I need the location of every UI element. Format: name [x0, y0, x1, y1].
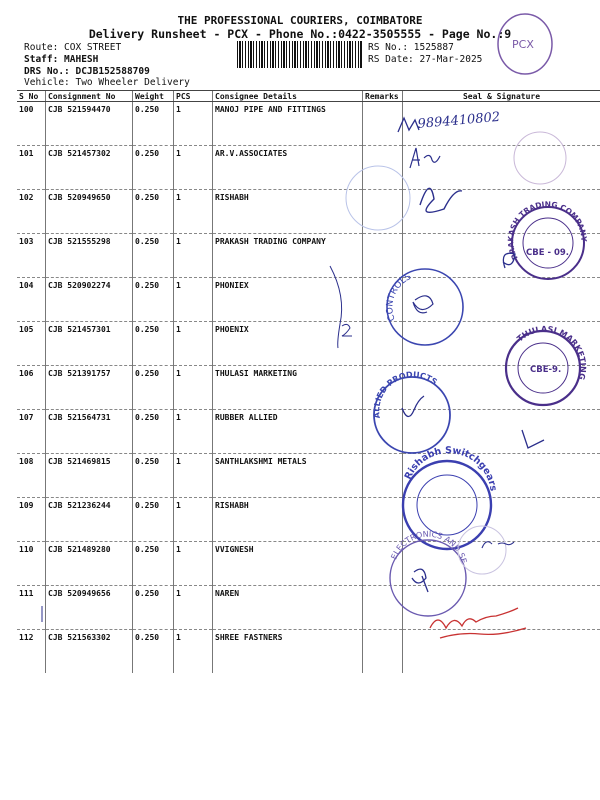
row-seal [403, 322, 600, 366]
row-sno: 106 [17, 366, 46, 410]
route-label: Route: COX STREET [24, 42, 122, 53]
pcx-stamp-text: PCX [512, 38, 534, 51]
row-remarks [363, 146, 403, 190]
table-row [17, 146, 600, 190]
row-pcs: 1 [174, 146, 213, 190]
row-pcs: 1 [174, 542, 213, 586]
row-pcs: 1 [174, 498, 213, 542]
table-row [17, 630, 600, 674]
row-consignment: CJB 521594470 [46, 102, 133, 146]
row-weight: 0.250 [133, 498, 174, 542]
rs-number: RS No.: 1525887 [368, 42, 454, 53]
row-weight: 0.250 [133, 146, 174, 190]
row-weight: 0.250 [133, 234, 174, 278]
row-consignee: RISHABH [213, 190, 363, 234]
table-row [17, 234, 600, 278]
vehicle-label: Vehicle: Two Wheeler Delivery [24, 77, 190, 88]
row-weight: 0.250 [133, 630, 174, 674]
table-row [17, 410, 600, 454]
row-weight: 0.250 [133, 410, 174, 454]
row-consignment: CJB 521489280 [46, 542, 133, 586]
row-weight: 0.250 [133, 586, 174, 630]
row-consignee: MANOJ PIPE AND FITTINGS [213, 102, 363, 146]
row-remarks [363, 586, 403, 630]
table-row [17, 586, 600, 630]
row-sno: 108 [17, 454, 46, 498]
header-weight: Weight [133, 91, 174, 102]
thulasi-stamp-code: CBE-9. [530, 365, 562, 375]
row-consignment: CJB 521563302 [46, 630, 133, 674]
row-sno: 110 [17, 542, 46, 586]
header-seal: Seal & Signature [403, 91, 600, 102]
row-seal [403, 146, 600, 190]
row-pcs: 1 [174, 454, 213, 498]
row-sno: 109 [17, 498, 46, 542]
row-pcs: 1 [174, 366, 213, 410]
row-weight: 0.250 [133, 542, 174, 586]
row-remarks [363, 102, 403, 146]
row-sno: 111 [17, 586, 46, 630]
row-seal [403, 366, 600, 410]
controls-stamp-text: CONTROLS [385, 271, 413, 323]
row-consignee: VVIGNESH [213, 542, 363, 586]
row-consignee: NAREN [213, 586, 363, 630]
row-seal [403, 542, 600, 586]
row-consignee: THULASI MARKETING [213, 366, 363, 410]
table-row [17, 454, 600, 498]
table-row [17, 278, 600, 322]
header-consignment: Consignment No [46, 91, 133, 102]
row-remarks [363, 454, 403, 498]
row-weight: 0.250 [133, 322, 174, 366]
row-consignee: PHOENIX [213, 322, 363, 366]
row-pcs: 1 [174, 586, 213, 630]
row-seal [403, 234, 600, 278]
row-seal [403, 586, 600, 630]
row-consignee: SHREE FASTNERS [213, 630, 363, 674]
row-consignee: PHONIEX [213, 278, 363, 322]
row-seal [403, 190, 600, 234]
row-remarks [363, 410, 403, 454]
row-remarks [363, 322, 403, 366]
row-pcs: 1 [174, 234, 213, 278]
row-consignee: RISHABH [213, 498, 363, 542]
row-remarks [363, 234, 403, 278]
row-pcs: 1 [174, 190, 213, 234]
row-consignment: CJB 520949650 [46, 190, 133, 234]
header-pcs: PCS [174, 91, 213, 102]
row-pcs: 1 [174, 630, 213, 674]
table-row [17, 366, 600, 410]
row-weight: 0.250 [133, 190, 174, 234]
row-consignment: CJB 520902274 [46, 278, 133, 322]
row-consignee: PRAKASH TRADING COMPANY [213, 234, 363, 278]
row-sno: 101 [17, 146, 46, 190]
row-weight: 0.250 [133, 102, 174, 146]
row-sno: 107 [17, 410, 46, 454]
drs-number: DRS No.: DCJB152588709 [24, 66, 150, 77]
row-remarks [363, 278, 403, 322]
row-weight: 0.250 [133, 366, 174, 410]
row-sno: 102 [17, 190, 46, 234]
row-consignee: SANTHLAKSHMI METALS [213, 454, 363, 498]
company-title: THE PROFESSIONAL COURIERS, COIMBATORE [177, 14, 423, 27]
row-seal [403, 630, 600, 674]
table-row [17, 542, 600, 586]
row-consignment: CJB 521555298 [46, 234, 133, 278]
handwritten-phone: 9894410802 [417, 109, 501, 132]
row-consignment: CJB 521457301 [46, 322, 133, 366]
row-remarks [363, 498, 403, 542]
row-consignee: RUBBER ALLIED [213, 410, 363, 454]
table-row [17, 102, 600, 146]
row-sno: 104 [17, 278, 46, 322]
thulasi-stamp-text: THULASI MARKETING [515, 324, 588, 381]
row-consignment: CJB 521469815 [46, 454, 133, 498]
row-consignment: CJB 521236244 [46, 498, 133, 542]
row-seal [403, 498, 600, 542]
table-row [17, 322, 600, 366]
table-header-row [17, 91, 600, 102]
row-consignee: AR.V.ASSOCIATES [213, 146, 363, 190]
rs-date: RS Date: 27-Mar-2025 [368, 54, 483, 65]
row-seal [403, 454, 600, 498]
prakash-stamp-code: CBE - 09. [526, 248, 570, 258]
runsheet-subtitle: Delivery Runsheet - PCX - Phone No.:0422-3505555 - Page No.:9 [88, 27, 512, 41]
row-consignment: CJB 520949656 [46, 586, 133, 630]
row-weight: 0.250 [133, 454, 174, 498]
row-seal [403, 102, 600, 146]
row-pcs: 1 [174, 102, 213, 146]
row-pcs: 1 [174, 278, 213, 322]
header-details: Consignee Details [213, 91, 363, 102]
electronics-stamp-text: ELECTRONICS AND SE [389, 529, 469, 565]
row-remarks [363, 190, 403, 234]
allied-stamp-text: ALLIED PRODUCTS [372, 370, 439, 419]
table-row [17, 190, 600, 234]
header-sno: S No [17, 91, 46, 102]
row-sno: 103 [17, 234, 46, 278]
row-weight: 0.250 [133, 278, 174, 322]
row-remarks [363, 630, 403, 674]
prakash-stamp-text: PRAKASH TRADING COMPANY [506, 199, 589, 262]
row-seal [403, 278, 600, 322]
row-sno: 100 [19, 105, 34, 114]
row-remarks [363, 366, 403, 410]
row-pcs: 1 [174, 322, 213, 366]
row-consignment: CJB 521564731 [46, 410, 133, 454]
rishabh-stamp-text: Rishabh Switchgears [402, 445, 499, 492]
table-row [17, 498, 600, 542]
row-sno: 112 [17, 630, 46, 674]
row-seal [403, 410, 600, 454]
row-sno: 105 [17, 322, 46, 366]
row-pcs: 1 [174, 410, 213, 454]
row-remarks [363, 542, 403, 586]
row-consignment: CJB 521457302 [46, 146, 133, 190]
row-consignment: CJB 521391757 [46, 366, 133, 410]
header-remarks: Remarks [363, 91, 403, 102]
staff-label: Staff: MAHESH [24, 54, 99, 65]
barcode [237, 41, 363, 68]
runsheet-table [17, 90, 600, 673]
